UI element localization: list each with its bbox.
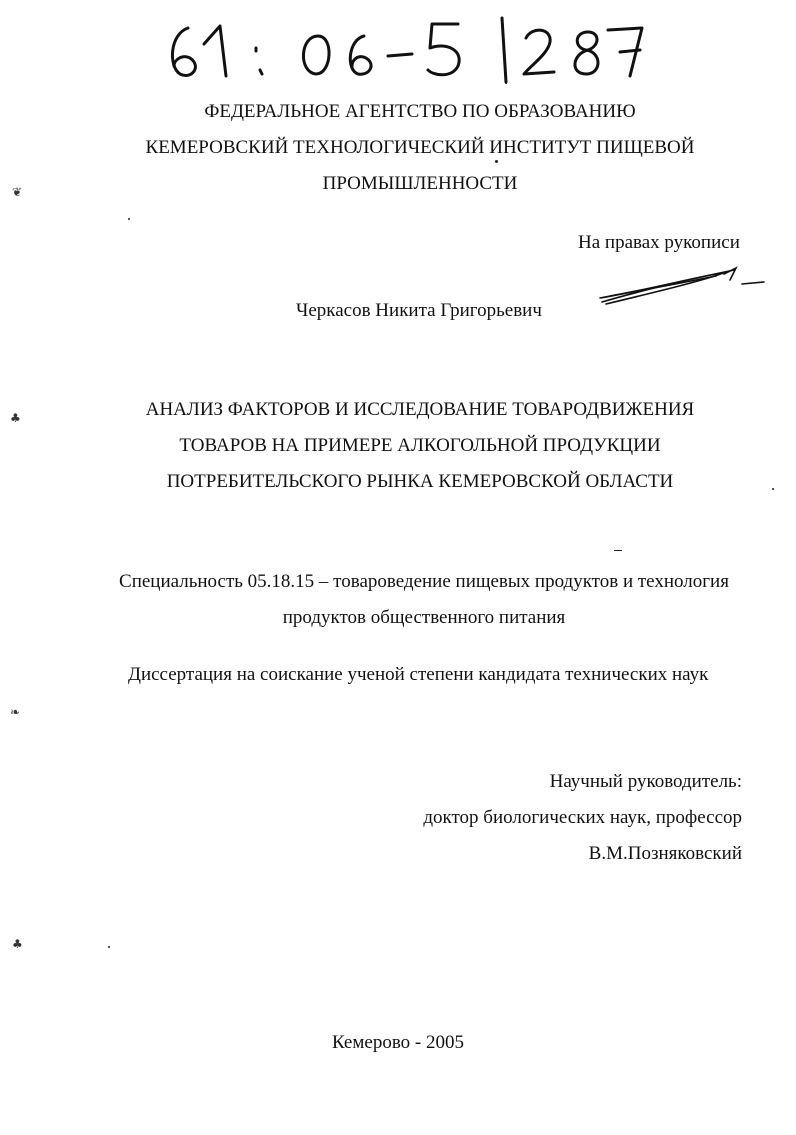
organization-header bbox=[100, 94, 740, 202]
dissertation-title bbox=[90, 392, 750, 500]
margin-mark: ❧ bbox=[10, 705, 21, 719]
advisor-block bbox=[423, 764, 742, 872]
scan-speck bbox=[108, 946, 110, 948]
rights-note: На правах рукописи bbox=[578, 232, 740, 253]
author-signature bbox=[596, 262, 766, 310]
title-line: АНАЛИЗ ФАКТОРОВ И ИССЛЕДОВАНИЕ ТОВАРОДВИЖЕНИЯ bbox=[145, 399, 695, 420]
scan-speck bbox=[614, 550, 622, 551]
scan-speck bbox=[772, 488, 774, 490]
scan-speck bbox=[128, 218, 130, 220]
margin-mark: ♣ bbox=[10, 411, 21, 425]
degree-statement: Диссертация на соискание ученой степени кандидата технических наук bbox=[128, 664, 709, 685]
margin-mark: ❦ bbox=[12, 185, 23, 199]
specialty-line: Специальность 05.18.15 – товароведение пищевых продуктов и технология bbox=[119, 571, 729, 592]
specialty bbox=[90, 564, 758, 636]
author-name: Черкасов Никита Григорьевич bbox=[296, 300, 542, 321]
advisor-credentials: доктор биологических наук, профессор bbox=[423, 807, 742, 828]
margin-mark: ♣ bbox=[12, 937, 23, 951]
scan-speck bbox=[495, 160, 498, 163]
handwritten-code-text bbox=[0, 0, 500, 70]
title-line: ТОВАРОВ НА ПРИМЕРЕ АЛКОГОЛЬНОЙ ПРОДУКЦИИ bbox=[179, 435, 661, 456]
advisor-name: В.М.Позняковский bbox=[588, 843, 742, 864]
city-year: Кемерово - 2005 bbox=[331, 1032, 464, 1053]
organization-line: ПРОМЫШЛЕННОСТИ bbox=[322, 173, 518, 194]
title-line: ПОТРЕБИТЕЛЬСКОГО РЫНКА КЕМЕРОВСКОЙ ОБЛАСТИ bbox=[166, 471, 674, 492]
organization-line: ФЕДЕРАЛЬНОЕ АГЕНТСТВО ПО ОБРАЗОВАНИЮ bbox=[204, 101, 636, 122]
organization-line: КЕМЕРОВСКИЙ ТЕХНОЛОГИЧЕСКИЙ ИНСТИТУТ ПИЩЕВОЙ bbox=[145, 137, 695, 158]
advisor-label: Научный руководитель: bbox=[549, 771, 742, 792]
specialty-line: продуктов общественного питания bbox=[282, 607, 566, 628]
